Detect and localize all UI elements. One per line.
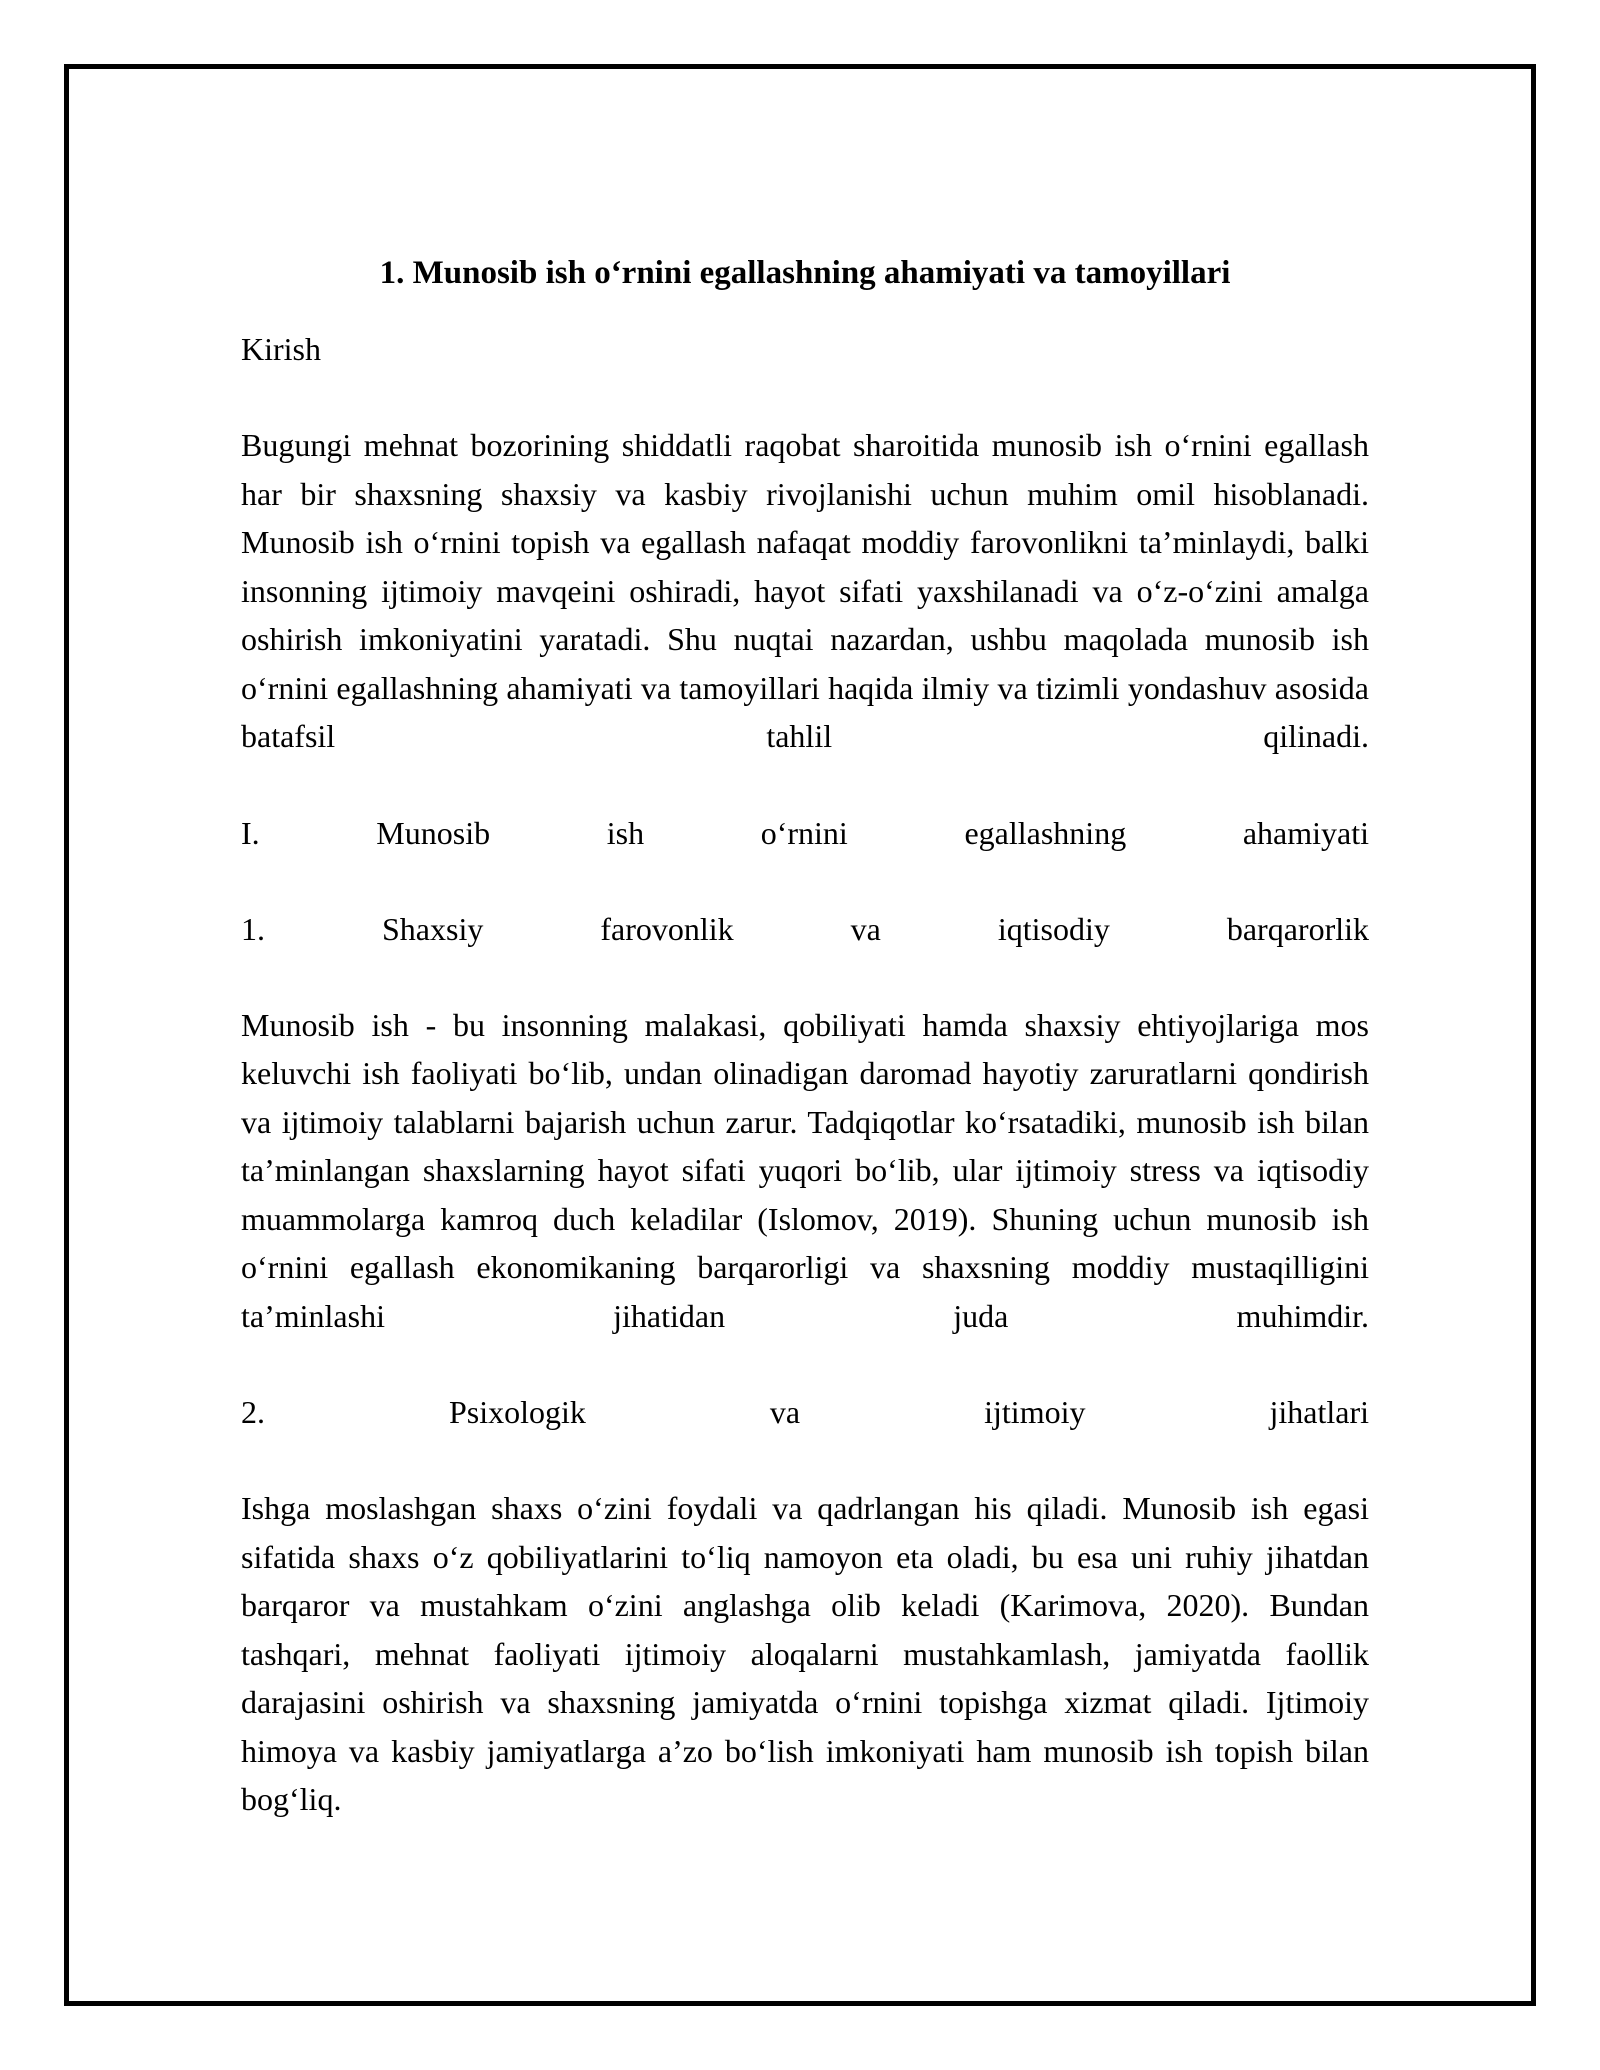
- section-heading: I. Munosib ish o‘rnini egallashning ahamiyati: [241, 814, 1369, 851]
- paragraph-2: Ishga moslashgan shaxs o‘zini foydali va qadrlangan his qiladi. Munosib ish egasi sifatida shaxs o‘z qobiliyatlarini to‘liq namoyon eta oladi, bu esa uni ruhiy jihatdan barqaror va mustahkam o‘zini anglashga olib keladi (Karimova, 2020). Bundan tashqari, mehnat faoliyati ijtimoiy aloqalarni mustahkamlash, jamiyatda faollik darajasini oshirish va shaxsning jamiyatda o‘rnini topishga xizmat qiladi. Ijtimoiy himoya va kasbiy jamiyatlarga a’zo bo‘lish imkoniyati ham munosib ish topish bilan bog‘liq.: [241, 1490, 1369, 1817]
- paragraph-intro: Bugungi mehnat bozorining shiddatli raqobat sharoitida munosib ish o‘rnini egallash har bir shaxsning shaxsiy va kasbiy rivojlanishi uchun muhim omil hisoblanadi. Munosib ish o‘rnini topish va egallash nafaqat moddiy farovonlikni ta’minlaydi, balki insonning ijtimoiy mavqeini oshiradi, hayot sifati yaxshilanadi va o‘z-o‘zini amalga oshirish imkoniyatini yaratadi. Shu nuqtai nazardan, ushbu maqolada munosib ish o‘rnini egallashning ahamiyati va tamoyillari haqida ilmiy va tizimli yondashuv asosida batafsil tahlil qilinadi.: [241, 427, 1369, 754]
- subheading-1: 1. Shaxsiy farovonlik va iqtisodiy barqarorlik: [241, 910, 1369, 947]
- intro-label: Kirish: [241, 331, 321, 367]
- paragraph-1: Munosib ish - bu insonning malakasi, qobiliyati hamda shaxsiy ehtiyojlariga mos keluvchi ish faoliyati bo‘lib, undan olinadigan daromad hayotiy zaruratlarni qondirish va ijtimoiy talablarni bajarish uchun zarur. Tadqiqotlar ko‘rsatadiki, munosib ish bilan ta’minlangan shaxslarning hayot sifati yuqori bo‘lib, ular ijtimoiy stress va iqtisodiy muammolarga kamroq duch keladilar (Islomov, 2019). Shuning uchun munosib ish o‘rnini egallash ekonomikaning barqarorligi va shaxsning moddiy mustaqilligini ta’minlashi jihatidan juda muhimdir.: [241, 1006, 1369, 1334]
- page-frame: [64, 64, 1536, 2006]
- document-title: 1. Munosib ish o‘rnini egallashning ahamiyati va tamoyillari: [379, 255, 1231, 291]
- document-body: [241, 189, 1369, 1872]
- subheading-2: 2. Psixologik va ijtimoiy jihatlari: [241, 1394, 1369, 1430]
